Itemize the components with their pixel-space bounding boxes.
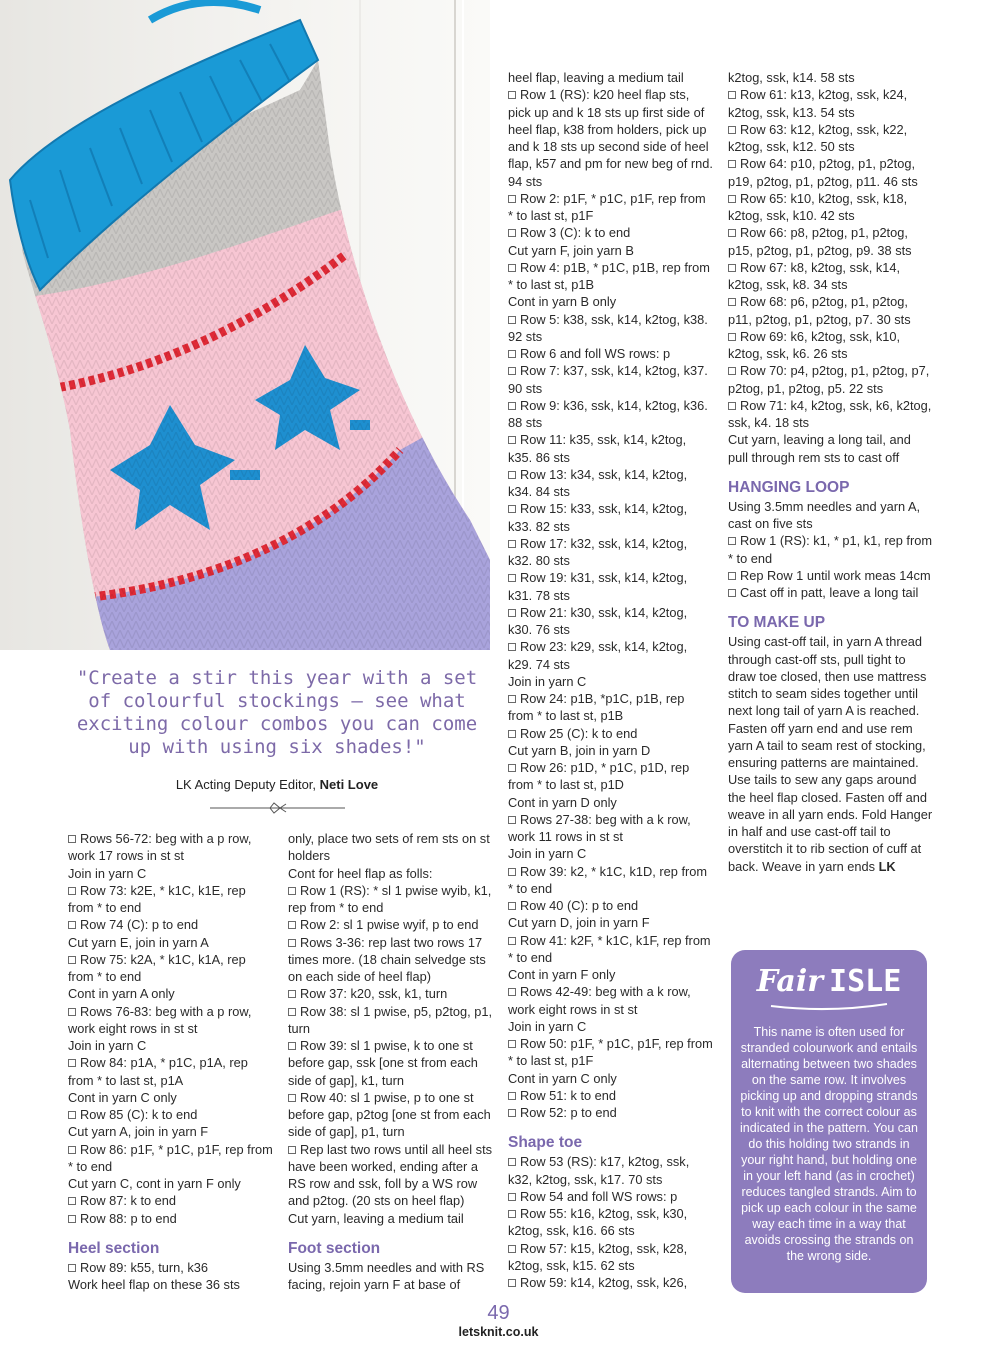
pattern-note <box>68 1123 273 1140</box>
pattern-text: Row 51: k to end <box>520 1087 617 1103</box>
checkbox-icon <box>728 572 736 580</box>
pattern-text: Row 11: k35, ssk, k14, k2tog, k35. 86 sts <box>508 432 687 465</box>
checkbox-icon <box>508 1040 516 1048</box>
pattern-text: Rep last two rows until all heel sts have been worked, ending after a RS row and ssk, foll by a WS row and p2tog. (20 sts on heel flap) <box>288 1141 493 1209</box>
pattern-text: Join in yarn C <box>508 673 587 689</box>
pattern-note <box>68 934 273 951</box>
section-heading-text: Foot section <box>288 1239 381 1257</box>
section-heading <box>68 1239 273 1259</box>
pattern-text: Row 2: p1F, * p1C, p1F, rep from * to last st, p1F <box>508 190 706 223</box>
sidebar-text: This name is often used for stranded colourwork and entails alternating between two shades on the same row. It involves picking up and dropping strands to knit with the correct colour as indicated in the pattern. You can do this holding two strands in your right hand, but holding one in your left hand (as in crochet) reduces tangled strands. Aim to pick up each colour in the same way each time in a way that avoids crossing the strands on the wrong side. <box>740 1025 918 1263</box>
pattern-row <box>508 190 713 225</box>
hanging-loop-shape <box>150 2 260 20</box>
pattern-text: Row 67: k8, k2tog, ssk, k14, k2tog, ssk, k8. 34 sts <box>728 259 901 292</box>
pattern-row <box>508 1188 713 1205</box>
pattern-note <box>288 830 493 865</box>
checkbox-icon <box>508 1193 516 1201</box>
pattern-row <box>508 1153 713 1188</box>
pattern-row <box>508 259 713 294</box>
pattern-text: Row 19: k31, ssk, k14, k2tog, k31. 78 sts <box>508 570 688 603</box>
pattern-row <box>728 567 933 584</box>
pattern-note <box>508 69 713 86</box>
pattern-text: Row 54 and foll WS rows: p <box>520 1188 678 1204</box>
checkbox-icon <box>508 195 516 203</box>
checkbox-icon <box>288 1146 296 1154</box>
fair-isle-sidebar <box>731 950 927 1293</box>
checkbox-icon <box>508 1279 516 1287</box>
checkbox-icon <box>508 1109 516 1117</box>
pattern-text: Row 87: k to end <box>80 1193 177 1209</box>
checkbox-icon <box>508 91 516 99</box>
pattern-text: Row 88: p to end <box>80 1210 177 1226</box>
pattern-text: Row 55: k16, k2tog, ssk, k30, k2tog, ssk, k16. 66 sts <box>508 1206 688 1239</box>
pattern-row <box>508 638 713 673</box>
pattern-row <box>728 190 933 225</box>
pattern-row <box>68 916 273 933</box>
section-heading <box>728 613 933 633</box>
pattern-text: Row 25 (C): k to end <box>520 725 638 741</box>
pattern-text: Cont in yarn C only <box>68 1089 177 1105</box>
pattern-row <box>508 759 713 794</box>
pattern-row <box>68 1210 273 1227</box>
pattern-text: Cont in yarn B only <box>508 294 617 310</box>
pattern-text: Cut yarn C, cont in yarn F only <box>68 1176 241 1191</box>
section-heading-text: Heel section <box>68 1239 160 1257</box>
pattern-row <box>728 259 933 294</box>
pattern-text: Row 23: k29, ssk, k14, k2tog, k29. 74 sts <box>508 639 688 672</box>
pattern-note <box>728 69 933 86</box>
pattern-row <box>508 897 713 914</box>
pattern-text: Row 40: sl 1 pwise, p to one st before gap, p2tog [one st from each side of gap], p1, turn <box>288 1089 491 1140</box>
pattern-note <box>508 794 713 811</box>
pattern-text: Row 1 (RS): * sl 1 pwise wyib, k1, rep from * to end <box>288 882 492 915</box>
checkbox-icon <box>508 350 516 358</box>
pattern-text: Row 71: k4, k2tog, ssk, k6, k2tog, ssk, k4. 18 sts <box>728 397 932 430</box>
pattern-text: Row 75: k2A, * k1C, k1A, rep from * to end <box>68 951 246 984</box>
pattern-row <box>68 1054 273 1089</box>
pattern-text: Work heel flap on these 36 sts <box>68 1277 240 1292</box>
checkbox-icon <box>68 887 76 895</box>
checkbox-icon <box>508 730 516 738</box>
checkbox-icon <box>508 1245 516 1253</box>
pattern-row <box>68 1141 273 1176</box>
pattern-text: Cont for heel flap as folls: <box>288 865 433 881</box>
pattern-text: Row 5: k38, ssk, k14, k2tog, k38. 92 sts <box>508 311 708 344</box>
sidebar-title <box>739 964 919 1004</box>
pattern-text: Row 3 (C): k to end <box>520 225 631 241</box>
pattern-note <box>508 1070 713 1087</box>
pattern-text: Row 57: k15, k2tog, ssk, k28, k2tog, ssk, k15. 62 sts <box>508 1240 688 1273</box>
pattern-text: Rows 27-38: beg with a k row, work 11 rows in st st <box>508 811 691 844</box>
section-heading-text: TO MAKE UP <box>728 614 826 632</box>
pattern-note <box>508 673 713 690</box>
pattern-note <box>288 865 493 882</box>
checkbox-icon <box>508 316 516 324</box>
pattern-row <box>288 1089 493 1141</box>
checkbox-icon <box>68 1008 76 1016</box>
end-mark: LK <box>878 858 896 874</box>
pattern-text: Row 9: k36, ssk, k14, k2tog, k36. 88 sts <box>508 397 708 430</box>
pattern-row <box>68 830 273 865</box>
pattern-row <box>728 532 933 567</box>
pattern-text: Join in yarn C <box>508 1018 587 1034</box>
pattern-text: Row 40 (C): p to end <box>520 898 639 913</box>
checkbox-icon <box>508 436 516 444</box>
pattern-text: Row 1 (RS): k1, * p1, k1, rep from * to end <box>728 533 933 566</box>
pattern-row <box>508 863 713 898</box>
pattern-row <box>728 224 933 259</box>
section-heading <box>508 1133 713 1153</box>
checkbox-icon <box>68 835 76 843</box>
pattern-note <box>288 1259 493 1294</box>
pattern-row <box>508 311 713 346</box>
pattern-row <box>508 500 713 535</box>
pattern-text: Cut yarn D, join in yarn F <box>508 915 650 931</box>
pattern-text: Join in yarn C <box>508 846 587 862</box>
section-heading <box>728 478 933 498</box>
quote-credit <box>62 777 492 792</box>
stocking-photo <box>0 0 490 650</box>
checkbox-icon <box>508 902 516 910</box>
pattern-text: Rows 42-49: beg with a k row, work eight rows in st st <box>508 984 691 1017</box>
pattern-row <box>728 155 933 190</box>
checkbox-icon <box>508 988 516 996</box>
pattern-text: Row 15: k33, ssk, k14, k2tog, k33. 82 sts <box>508 501 688 534</box>
checkbox-icon <box>508 574 516 582</box>
pattern-note <box>508 914 713 931</box>
pattern-text: Row 63: k12, k2tog, ssk, k22, k2tog, ssk, k12. 50 sts <box>728 121 908 154</box>
pattern-row <box>728 293 933 328</box>
checkbox-icon <box>68 1215 76 1223</box>
pattern-text: Row 89: k55, turn, k36 <box>80 1259 209 1275</box>
checkbox-icon <box>728 298 736 306</box>
pattern-text: Row 59: k14, k2tog, ssk, k26, <box>520 1275 688 1290</box>
pattern-note <box>508 845 713 862</box>
pattern-note <box>68 985 273 1002</box>
checkbox-icon <box>288 1042 296 1050</box>
checkbox-icon <box>728 264 736 272</box>
pattern-row <box>508 932 713 967</box>
sidebar-title-isle: ISLE <box>829 964 902 999</box>
pattern-note <box>728 498 933 533</box>
pattern-row <box>508 466 713 501</box>
pattern-row <box>728 584 933 601</box>
checkbox-icon <box>288 1094 296 1102</box>
pattern-row <box>68 1003 273 1038</box>
pattern-note <box>508 966 713 983</box>
pattern-row <box>508 604 713 639</box>
pattern-row <box>728 86 933 121</box>
pattern-text: Row 21: k30, ssk, k14, k2tog, k30. 76 sts <box>508 604 688 637</box>
pattern-text: Row 13: k34, ssk, k14, k2tog, k34. 84 sts <box>508 466 688 499</box>
checkbox-icon <box>508 1092 516 1100</box>
pattern-row <box>728 397 933 432</box>
pattern-text: Cut yarn, leaving a medium tail <box>288 1210 464 1226</box>
checkbox-icon <box>508 505 516 513</box>
pattern-text: Row 50: p1F, * p1C, p1F, rep from * to last st, p1F <box>508 1036 713 1069</box>
pattern-text: Row 37: k20, ssk, k1, turn <box>300 986 448 1002</box>
pattern-note <box>508 1018 713 1035</box>
pattern-text: Cut yarn E, join in yarn A <box>68 934 209 950</box>
pattern-text: Row 7: k37, ssk, k14, k2tog, k37. 90 sts <box>508 363 708 396</box>
pattern-text: Row 73: k2E, * k1C, k1E, rep from * to end <box>68 882 246 915</box>
pattern-row <box>68 1192 273 1209</box>
pattern-row <box>728 362 933 397</box>
column-2 <box>288 830 493 1293</box>
pattern-row <box>508 811 713 846</box>
pattern-row <box>68 951 273 986</box>
page-number: 49 <box>487 1302 510 1324</box>
checkbox-icon <box>728 537 736 545</box>
pattern-note <box>68 1089 273 1106</box>
credit-name: Neti Love <box>319 777 379 792</box>
pattern-text: Cont in yarn D only <box>508 794 617 810</box>
pattern-text: Row 86: p1F, * p1C, p1F, rep from * to end <box>68 1141 273 1174</box>
pattern-text: heel flap, leaving a medium tail <box>508 70 684 85</box>
pattern-text: Cut yarn F, join yarn B <box>508 242 634 258</box>
pattern-row <box>508 1205 713 1240</box>
website-url: letsknit.co.uk <box>458 1325 539 1339</box>
checkbox-icon <box>508 816 516 824</box>
checkbox-icon <box>728 589 736 597</box>
pattern-text: Row 65: k10, k2tog, ssk, k18, k2tog, ssk, k10. 42 sts <box>728 190 908 223</box>
pattern-text: Row 85 (C): k to end <box>80 1107 198 1122</box>
pattern-text: Using 3.5mm needles and with RS facing, rejoin yarn F at base of <box>288 1259 485 1292</box>
pattern-row <box>68 1259 273 1276</box>
pattern-row <box>508 431 713 466</box>
checkbox-icon <box>508 402 516 410</box>
checkbox-icon <box>288 1008 296 1016</box>
pattern-row <box>508 1274 713 1291</box>
pattern-row <box>508 345 713 362</box>
pattern-text: Cast off in patt, leave a long tail <box>740 585 919 600</box>
checkbox-icon <box>508 264 516 272</box>
pattern-text: Row 70: p4, p2tog, p1, p2tog, p7, p2tog, p1, p2tog, p5. 22 sts <box>728 363 930 396</box>
checkbox-icon <box>508 609 516 617</box>
pattern-text: Row 6 and foll WS rows: p <box>520 346 671 361</box>
pattern-note <box>508 242 713 259</box>
pattern-text: Using 3.5mm needles and yarn A, cast on five sts <box>728 498 921 531</box>
pattern-row <box>728 328 933 363</box>
pattern-row <box>508 569 713 604</box>
pattern-text: Row 41: k2F, * k1C, k1F, rep from * to end <box>508 932 711 965</box>
pattern-text: Row 53 (RS): k17, k2tog, ssk, k32, k2tog, ssk, k17. 70 sts <box>508 1154 690 1187</box>
sidebar-title-fair: Fair <box>756 964 824 999</box>
pattern-row <box>288 1141 493 1210</box>
pattern-text: Row 26: p1D, * p1C, p1D, rep from * to last st, p1D <box>508 760 690 793</box>
pattern-text: Row 1 (RS): k20 heel flap sts, pick up and k 18 sts up first side of heel flap, k38 from holders, pick up and k 18 sts up second side of heel flap, k57 and pm for new beg of rnd. 94 sts <box>508 87 713 189</box>
pattern-text: Cut yarn, leaving a long tail, and pull through rem sts to cast off <box>728 432 911 465</box>
title-underline-flourish <box>769 1001 889 1011</box>
pattern-text: Row 4: p1B, * p1C, p1B, rep from * to last st, p1B <box>508 259 710 292</box>
checkbox-icon <box>508 695 516 703</box>
pattern-text: k2tog, ssk, k14. 58 sts <box>728 70 855 85</box>
pattern-text: Row 39: k2, * k1C, k1D, rep from * to end <box>508 863 708 896</box>
checkbox-icon <box>728 229 736 237</box>
pattern-row <box>288 1003 493 1038</box>
checkbox-icon <box>508 937 516 945</box>
checkbox-icon <box>508 367 516 375</box>
checkbox-icon <box>728 126 736 134</box>
pattern-row <box>508 86 713 190</box>
pattern-row <box>508 224 713 241</box>
pattern-text: Row 52: p to end <box>520 1105 617 1120</box>
pattern-text: Row 64: p10, p2tog, p1, p2tog, p19, p2tog, p1, p2tog, p11. 46 sts <box>728 156 918 189</box>
checkbox-icon <box>68 956 76 964</box>
pattern-text: Join in yarn C <box>68 865 147 881</box>
pattern-text: only, place two sets of rem sts on st holders <box>288 831 490 864</box>
pattern-row <box>288 916 493 933</box>
pattern-text: Cut yarn A, join in yarn F <box>68 1124 209 1140</box>
pattern-text: Row 38: sl 1 pwise, p5, p2tog, p1, turn <box>288 1003 493 1036</box>
checkbox-icon <box>68 1059 76 1067</box>
checkbox-icon <box>728 195 736 203</box>
column-3 <box>508 69 713 1291</box>
pattern-text: Row 2: sl 1 pwise wyif, p to end <box>300 917 479 933</box>
pattern-row <box>288 1037 493 1089</box>
checkbox-icon <box>728 402 736 410</box>
pattern-row <box>508 362 713 397</box>
checkbox-icon <box>508 1210 516 1218</box>
pull-quote: "Create a stir this year with a set of colourful stockings – see what exciting colour combos you can come up with using six shades!" <box>76 667 478 758</box>
pattern-row <box>728 121 933 156</box>
pattern-text: Cont in yarn A only <box>68 986 175 1002</box>
pattern-note <box>728 633 933 875</box>
checkbox-icon <box>68 921 76 929</box>
pattern-row <box>508 1104 713 1121</box>
checkbox-icon <box>508 1158 516 1166</box>
pattern-row <box>288 882 493 917</box>
column-1 <box>68 830 273 1293</box>
pattern-text: Rows 3-36: rep last two rows 17 times more. (18 chain selvedge sts on each side of heel flap) <box>288 934 486 984</box>
pattern-row <box>68 1106 273 1123</box>
pattern-text: Row 24: p1B, *p1C, p1B, rep from * to last st, p1B <box>508 691 685 724</box>
checkbox-icon <box>68 1197 76 1205</box>
pattern-row <box>508 690 713 725</box>
pattern-row <box>508 397 713 432</box>
checkbox-icon <box>288 990 296 998</box>
pattern-row <box>508 1035 713 1070</box>
pattern-text: Rep Row 1 until work meas 14cm <box>740 567 931 583</box>
checkbox-icon <box>508 764 516 772</box>
pattern-text: Row 66: p8, p2tog, p1, p2tog, p15, p2tog, p1, p2tog, p9. 38 sts <box>728 225 912 258</box>
pattern-text: Row 17: k32, ssk, k14, k2tog, k32. 80 sts <box>508 535 688 568</box>
pattern-note <box>68 865 273 882</box>
pattern-note <box>68 1276 273 1293</box>
pattern-text: Rows 56-72: beg with a p row, work 17 rows in st st <box>68 831 252 864</box>
checkbox-icon <box>68 1264 76 1272</box>
pattern-text: Row 74 (C): p to end <box>80 917 199 933</box>
section-heading-text: Shape toe <box>508 1134 583 1152</box>
pattern-text: Row 69: k6, k2tog, ssk, k10, k2tog, ssk, k6. 26 sts <box>728 328 901 361</box>
checkbox-icon <box>728 333 736 341</box>
pattern-text: Row 61: k13, k2tog, ssk, k24, k2tog, ssk, k13. 54 sts <box>728 87 908 120</box>
checkbox-icon <box>728 91 736 99</box>
checkbox-icon <box>728 160 736 168</box>
column-4 <box>728 69 933 875</box>
pattern-text: Row 68: p6, p2tog, p1, p2tog, p11, p2tog, p1, p2tog, p7. 30 sts <box>728 294 911 327</box>
pattern-row <box>68 882 273 917</box>
pattern-note <box>68 1175 273 1192</box>
pattern-row <box>508 535 713 570</box>
checkbox-icon <box>728 367 736 375</box>
checkbox-icon <box>288 939 296 947</box>
pattern-note <box>508 742 713 759</box>
pattern-note <box>68 1037 273 1054</box>
checkbox-icon <box>508 471 516 479</box>
checkbox-icon <box>508 229 516 237</box>
section-heading-text: HANGING LOOP <box>728 478 850 496</box>
checkbox-icon <box>68 1146 76 1154</box>
ornament-divider <box>210 800 345 816</box>
pattern-row <box>508 1240 713 1275</box>
pattern-row <box>508 725 713 742</box>
checkbox-icon <box>288 887 296 895</box>
stocking-illustration <box>0 0 490 650</box>
pattern-note <box>508 293 713 310</box>
checkbox-icon <box>68 1111 76 1119</box>
pattern-text: Row 39: sl 1 pwise, k to one st before gap, ssk [one st from each side of gap], k1, turn <box>288 1038 478 1088</box>
checkbox-icon <box>508 868 516 876</box>
checkbox-icon <box>508 540 516 548</box>
pattern-text: Join in yarn C <box>68 1038 147 1053</box>
pattern-text: Row 84: p1A, * p1C, p1A, rep from * to last st, p1A <box>68 1055 248 1088</box>
pattern-row <box>288 985 493 1002</box>
pattern-note <box>728 431 933 466</box>
pattern-row <box>508 1087 713 1104</box>
checkbox-icon <box>288 921 296 929</box>
pattern-text: Rows 76-83: beg with a p row, work eight rows in st st <box>68 1003 252 1036</box>
pattern-text: Cont in yarn F only <box>508 967 616 982</box>
pattern-text: Cut yarn B, join in yarn D <box>508 742 651 758</box>
credit-role: LK Acting Deputy Editor, <box>175 777 320 792</box>
pattern-row <box>288 934 493 986</box>
pattern-note <box>288 1210 493 1227</box>
pattern-text: Cont in yarn C only <box>508 1070 617 1086</box>
checkbox-icon <box>508 643 516 651</box>
pattern-row <box>508 983 713 1018</box>
section-heading <box>288 1239 493 1259</box>
pattern-text: Using cast-off tail, in yarn A thread through cast-off sts, pull tight to draw toe closed, then use mattress stitch to seam sides together until next long tail of yarn A is reached. Fasten off yarn end and use rem yarn A tail to seam rest of stocking, ensuring patterns are maintained. Use tails to sew any gaps around the heel flap closed. Fasten off and weave in all yarn ends. Fold Hanger in half and use cast-off tail to overstitch it to rib section of cuff at back. Weave in yarn ends <box>728 634 933 874</box>
